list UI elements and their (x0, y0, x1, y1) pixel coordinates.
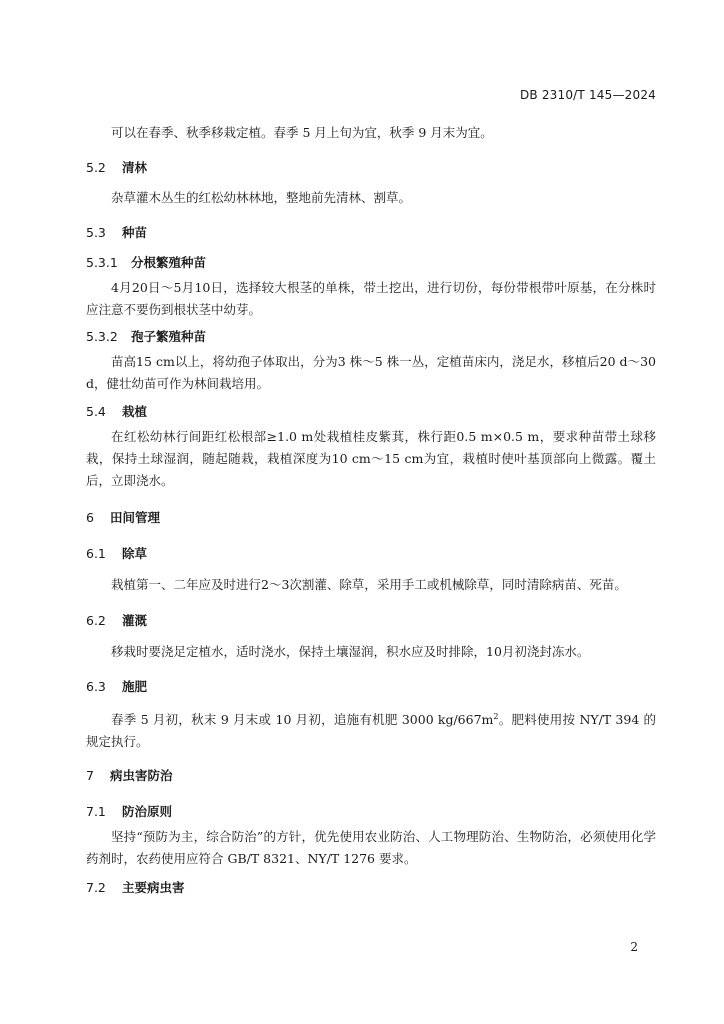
section-title: 病虫害防治 (110, 768, 173, 783)
section-title: 分根繁殖种苗 (131, 255, 207, 270)
section-title: 种苗 (122, 225, 148, 240)
section-title: 除草 (122, 546, 148, 561)
section-number: 6.1 (86, 546, 106, 561)
section-heading-5-3-1 (86, 253, 206, 271)
page-number: 2 (630, 940, 638, 954)
paragraph-spore-propagation: 苗高15 cm以上，将幼孢子体取出，分为3 株～5 株一丛，定植苗床内，浇足水，移植后20 d～30 d，健壮幼苗可作为林间栽培用。 (86, 354, 656, 391)
section-number: 5.2 (86, 160, 106, 175)
section-title: 灌溉 (122, 613, 148, 628)
section-heading-7-1 (86, 802, 172, 820)
section-heading-7-2 (86, 878, 185, 896)
section-heading-5-3-2 (86, 327, 206, 345)
fertilizing-text-part2: 。肥料使用按 NY/T 394 的规定执行。 (86, 712, 656, 750)
section-title: 主要病虫害 (122, 880, 185, 895)
section-number: 5.3.2 (86, 329, 118, 344)
paragraph-control-principle: 坚持“预防为主，综合防治”的方针，优先使用农业防治、人工物理防治、生物防治，必须使用化学药剂时，农药使用应符合 GB/T 8321、NY/T 1276 要求。 (86, 829, 656, 866)
section-number: 7.2 (86, 880, 106, 895)
paragraph-planting: 在红松幼林行间距红松根部≥1.0 m处栽植桂皮紫萁，株行距0.5 m×0.5 m，要求种苗带土球移栽，保持土球湿润，随起随栽，栽植深度为10 cm～15 cm为宜，栽植时使叶基顶部向上微露。覆土后，立即浇水。 (86, 429, 656, 488)
fertilizing-text-part1: 春季 5 月初，秋末 9 月末或 10 月初，追施有机肥 3000 kg/667m (111, 712, 494, 728)
document-code: DB 2310/T 145—2024 (519, 88, 656, 102)
section-heading-5-4 (86, 402, 147, 420)
paragraph-weeding: 栽植第一、二年应及时进行2～3次割灌、除草，采用手工或机械除草，同时清除病苗、死苗。 (111, 577, 627, 592)
section-number: 6.3 (86, 679, 106, 694)
section-title: 栽植 (122, 404, 148, 419)
section-number: 6 (86, 510, 94, 525)
section-title: 清林 (122, 160, 148, 175)
paragraph-fertilizing (86, 706, 656, 753)
section-title: 孢子繁殖种苗 (131, 329, 207, 344)
paragraph-root-division: 4月20日～5月10日，选择较大根茎的单株，带土挖出，进行切份，每份带根带叶原基，在分株时应注意不要伤到根状茎中幼芽。 (86, 280, 656, 317)
section-title: 施肥 (122, 679, 148, 694)
section-title: 田间管理 (110, 510, 161, 525)
superscript-exponent: 2 (493, 712, 499, 721)
section-number: 7 (86, 768, 94, 783)
section-heading-6 (86, 508, 160, 526)
section-heading-7 (86, 766, 173, 784)
section-number: 6.2 (86, 613, 106, 628)
section-heading-6-3 (86, 677, 147, 695)
section-heading-6-1 (86, 544, 147, 562)
section-heading-5-3 (86, 223, 147, 241)
section-number: 5.4 (86, 404, 106, 419)
section-number: 5.3 (86, 225, 106, 240)
paragraph-transplant-season: 可以在春季、秋季移栽定植。春季 5 月上旬为宜，秋季 9 月末为宜。 (111, 125, 493, 140)
section-number: 5.3.1 (86, 255, 118, 270)
section-title: 防治原则 (122, 804, 173, 819)
section-heading-5-2 (86, 158, 147, 176)
paragraph-clearing: 杂草灌木丛生的红松幼林林地，整地前先清林、割草。 (111, 190, 412, 205)
section-number: 7.1 (86, 804, 106, 819)
paragraph-irrigation: 移栽时要浇足定植水，适时浇水，保持土壤湿润，积水应及时排除，10月初浇封冻水。 (111, 644, 590, 659)
section-heading-6-2 (86, 611, 147, 629)
